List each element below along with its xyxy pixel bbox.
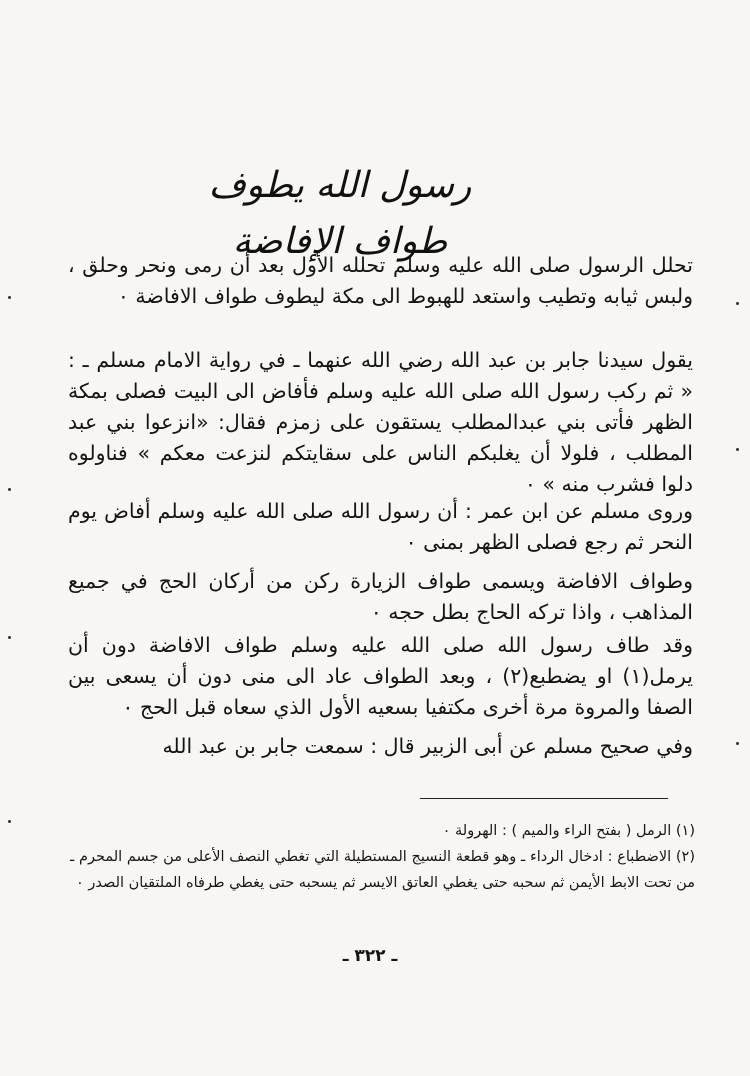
margin-mark: [8, 296, 11, 299]
page-number: ـ ٣٢٢ ـ: [342, 946, 398, 966]
margin-mark: [8, 488, 11, 491]
margin-mark: [8, 636, 11, 639]
footnote-divider: [420, 798, 668, 799]
footnote-1: (١) الرمل ( بفتح الراء والميم ) : الهرولة ٠: [442, 823, 695, 839]
margin-mark: [736, 448, 739, 451]
paragraph-4: وطواف الافاضة ويسمى طواف الزيارة ركن من أركان الحج في جميع المذاهب ، واذا تركه الحاج بطل حجه ٠: [68, 569, 693, 624]
margin-mark: [736, 302, 739, 305]
paragraph-3: وروى مسلم عن ابن عمر : أن رسول الله صلى الله عليه وسلم أفاض يوم النحر ثم رجع فصلى الظهر بمنى ٠: [68, 499, 693, 554]
paragraph-5: وقد طاف رسول الله صلى الله عليه وسلم طواف الافاضة دون أن يرمل(١) او يضطبع(٢) ، وبعد الطواف عاد الى منى دون أن يسعى بين الصفا والمروة مرة أخرى مكتفيا بسعيه الأول الذي سعاه قبل الحج ٠: [68, 633, 693, 719]
paragraph-6: وفي صحيح مسلم عن أبى الزبير قال : سمعت جابر بن عبد الله: [162, 734, 693, 758]
footnotes: [70, 818, 695, 896]
margin-mark: [736, 742, 739, 745]
margin-mark: [8, 820, 11, 823]
paragraph-2: يقول سيدنا جابر بن عبد الله رضي الله عنهما ـ في رواية الامام مسلم ـ : « ثم ركب رسول الله صلى الله عليه وسلم فأفاض الى البيت فصلى بمكة الظهر فأتى بني عبدالمطلب يستقون على زمزم فقال: «انزعوا بني عبد المطلب ، فلولا أن يغلبكم الناس على سقايتكم لنزعت معكم » فناولوه دلوا فشرب منه » ٠: [68, 348, 693, 496]
paragraph-1: تحلل الرسول صلى الله عليه وسلم تحلله الأول بعد أن رمى ونحر وحلق ، ولبس ثيابه وتطيب واستعد للهبوط الى مكة ليطوف طواف الافاضة ٠: [68, 253, 693, 308]
page-title: رسول الله يطوف طواف الإفاضة: [208, 165, 472, 262]
footnote-2: (٢) الاضطباع : ادخال الرداء ـ وهو قطعة النسيج المستطيلة التي تغطي النصف الأعلى من جسم المحرم ـ من تحت الابط الأيمن ثم سحبه حتى يغطي العاتق الايسر ثم يسحبه حتى يغطي طرفاه الملتقيان الصدر ٠: [70, 849, 695, 891]
